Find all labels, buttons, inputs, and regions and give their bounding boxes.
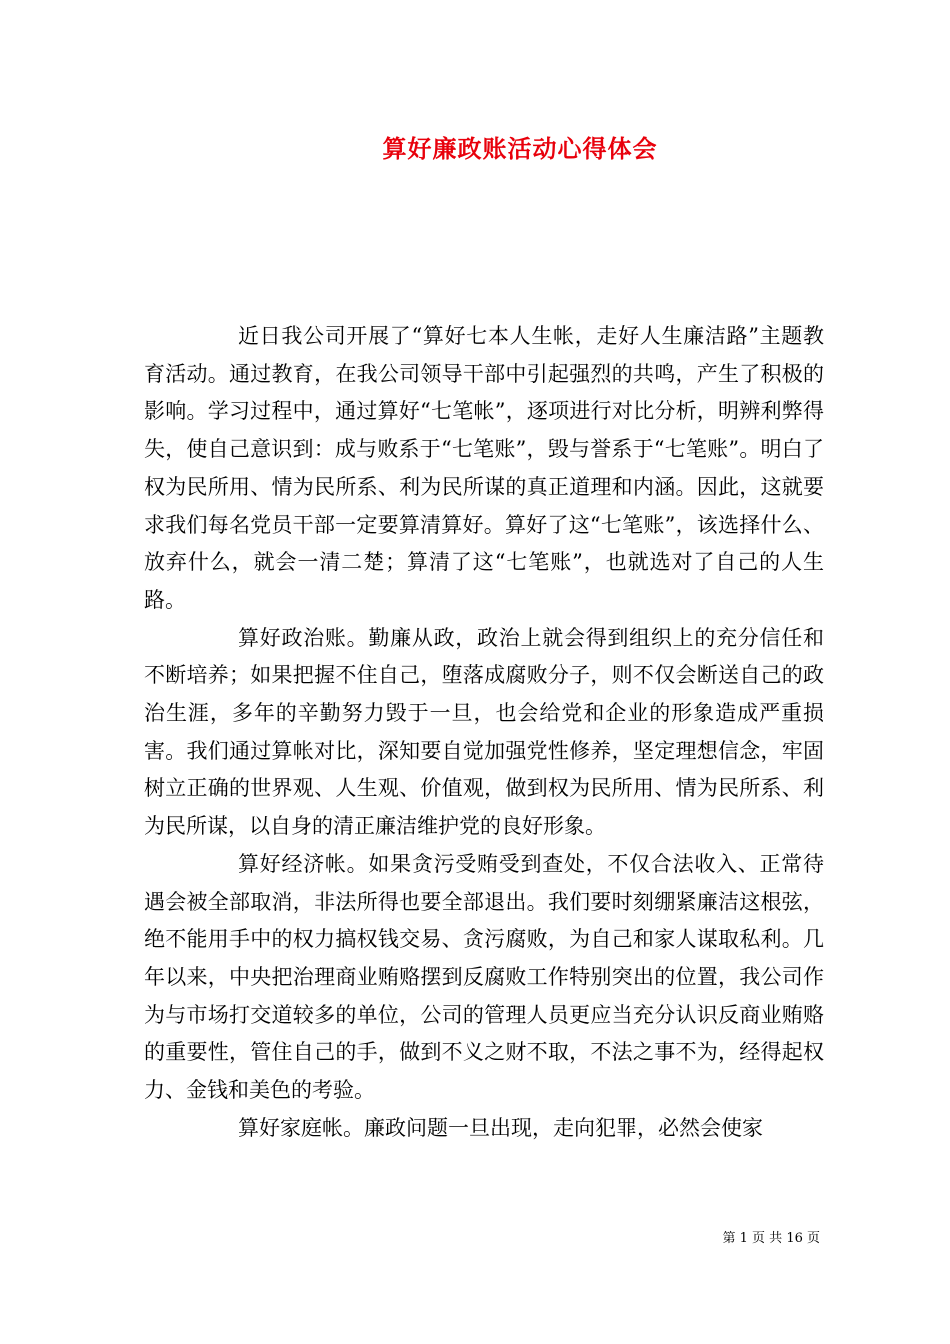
document-body — [144, 318, 824, 1147]
document-title: 算好廉政账活动心得体会 — [382, 134, 658, 163]
paragraph-family-account: 算好家庭帐。廉政问题一旦出现，走向犯罪，必然会使家 — [238, 1115, 763, 1140]
page-number: 第 1 页 共 16 页 — [722, 1231, 820, 1246]
paragraph-intro: 近日我公司开展了“算好七本人生帐，走好人生廉洁路”主题教育活动。通过教育，在我公司领导干部中引起强烈的共鸣，产生了积极的影响。学习过程中，通过算好“七笔帐”，逐项进行对比分析，明辨利弊得失，使自己意识到：成与败系于“七笔账”，毁与誉系于“七笔账”。明白了权为民所用、情为民所系、利为民所谋的真正道理和内涵。因此，这就要求我们每名党员干部一定要算清算好。算好了这“七笔账”，该选择什么、放弃什么，就会一清二楚；算清了这“七笔账”，也就选对了自己的人生路。 — [144, 324, 824, 612]
paragraph-political-account: 算好政治账。勤廉从政，政治上就会得到组织上的充分信任和不断培养；如果把握不住自己，堕落成腐败分子，则不仅会断送自己的政治生涯，多年的辛勤努力毁于一旦，也会给党和企业的形象造成严重损害。我们通过算帐对比，深知要自觉加强党性修养，坚定理想信念，牢固树立正确的世界观、人生观、价值观，做到权为民所用、情为民所系、利为民所谋，以自身的清正廉洁维护党的良好形象。 — [144, 625, 824, 839]
paragraph-economic-account: 算好经济帐。如果贪污受贿受到查处，不仅合法收入、正常待遇会被全部取消，非法所得也要全部退出。我们要时刻绷紧廉洁这根弦，绝不能用手中的权力搞权钱交易、贪污腐败，为自己和家人谋取私利。几年以来，中央把治理商业贿赂摆到反腐败工作特别突出的位置，我公司作为与市场打交道较多的单位，公司的管理人员更应当充分认识反商业贿赂的重要性，管住自己的手，做到不义之财不取，不法之事不为，经得起权力、金钱和美色的考验。 — [144, 851, 824, 1103]
